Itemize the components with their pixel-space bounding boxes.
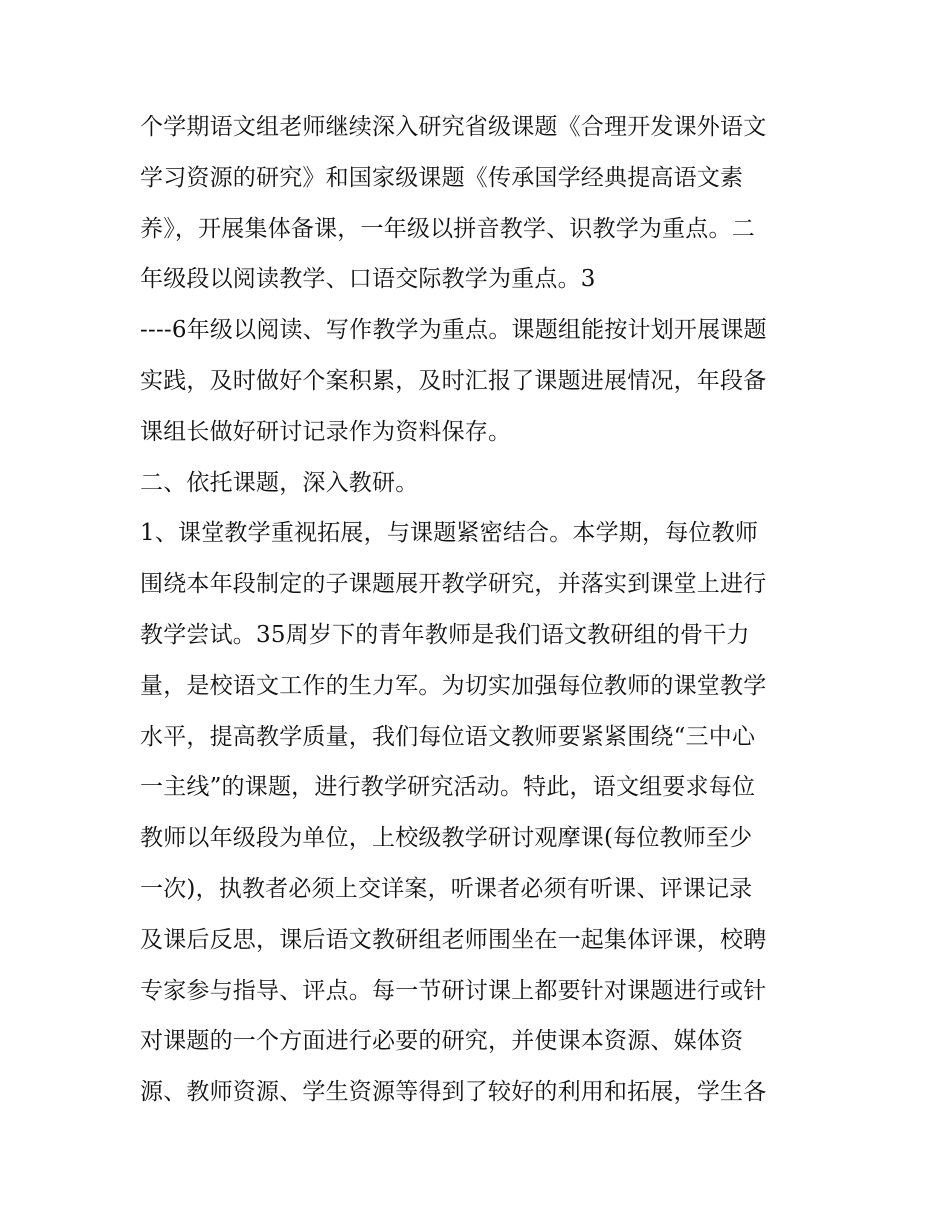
text-line: 年级段以阅读教学、口语交际教学为重点。3	[140, 266, 596, 293]
document-body	[140, 102, 830, 1118]
text-line: 围绕本年段制定的子课题展开教学研究，并落实到课堂上进行	[140, 571, 767, 598]
section-heading: 二、依托课题，深入教研。	[140, 469, 419, 496]
text-line: 量，是校语文工作的生力军。为切实加强每位教师的课堂教学	[140, 672, 767, 699]
text-line: 一次)，执教者必须上交详案，听课者必须有听课、评课记录	[140, 875, 753, 902]
text-line: 个学期语文组老师继续深入研究省级课题《合理开发课外语文	[140, 114, 767, 140]
text-line: 对课题的一个方面进行必要的研究，并使课本资源、媒体资	[140, 1028, 744, 1055]
text-line: 学习资源的研究》和国家级课题《传承国学经典提高语文素	[140, 164, 744, 191]
text-line: 源、教师资源、学生资源等得到了较好的利用和拓展，学生各	[140, 1079, 767, 1106]
text-line: 教师以年级段为单位，上校级教学研讨观摩课(每位教师至少	[140, 825, 753, 852]
text-line: 及课后反思，课后语文教研组老师围坐在一起集体评课，校聘	[140, 926, 767, 953]
text-line: 养》，开展集体备课，一年级以拼音教学、识教学为重点。二	[140, 215, 755, 242]
text-line: 水平，提高教学质量，我们每位语文教师要紧紧围绕“三中心	[140, 723, 756, 750]
text-line: 专家参与指导、评点。每一节研讨课上都要针对课题进行或针	[140, 977, 767, 1004]
text-line: 一主线”的课题，进行教学研究活动。特此，语文组要求每位	[140, 774, 756, 801]
text-line: 实践，及时做好个案积累，及时汇报了课题进展情况，年段备	[140, 367, 767, 394]
text-line: ----6年级以阅读、写作教学为重点。课题组能按计划开展课题	[140, 317, 767, 344]
text-line: 1、课堂教学重视拓展，与课题紧密结合。本学期，每位教师	[140, 520, 759, 547]
text-line: 课组长做好研讨记录作为资料保存。	[140, 418, 512, 445]
text-line: 教学尝试。35周岁下的青年教师是我们语文教研组的骨干力	[140, 621, 750, 648]
